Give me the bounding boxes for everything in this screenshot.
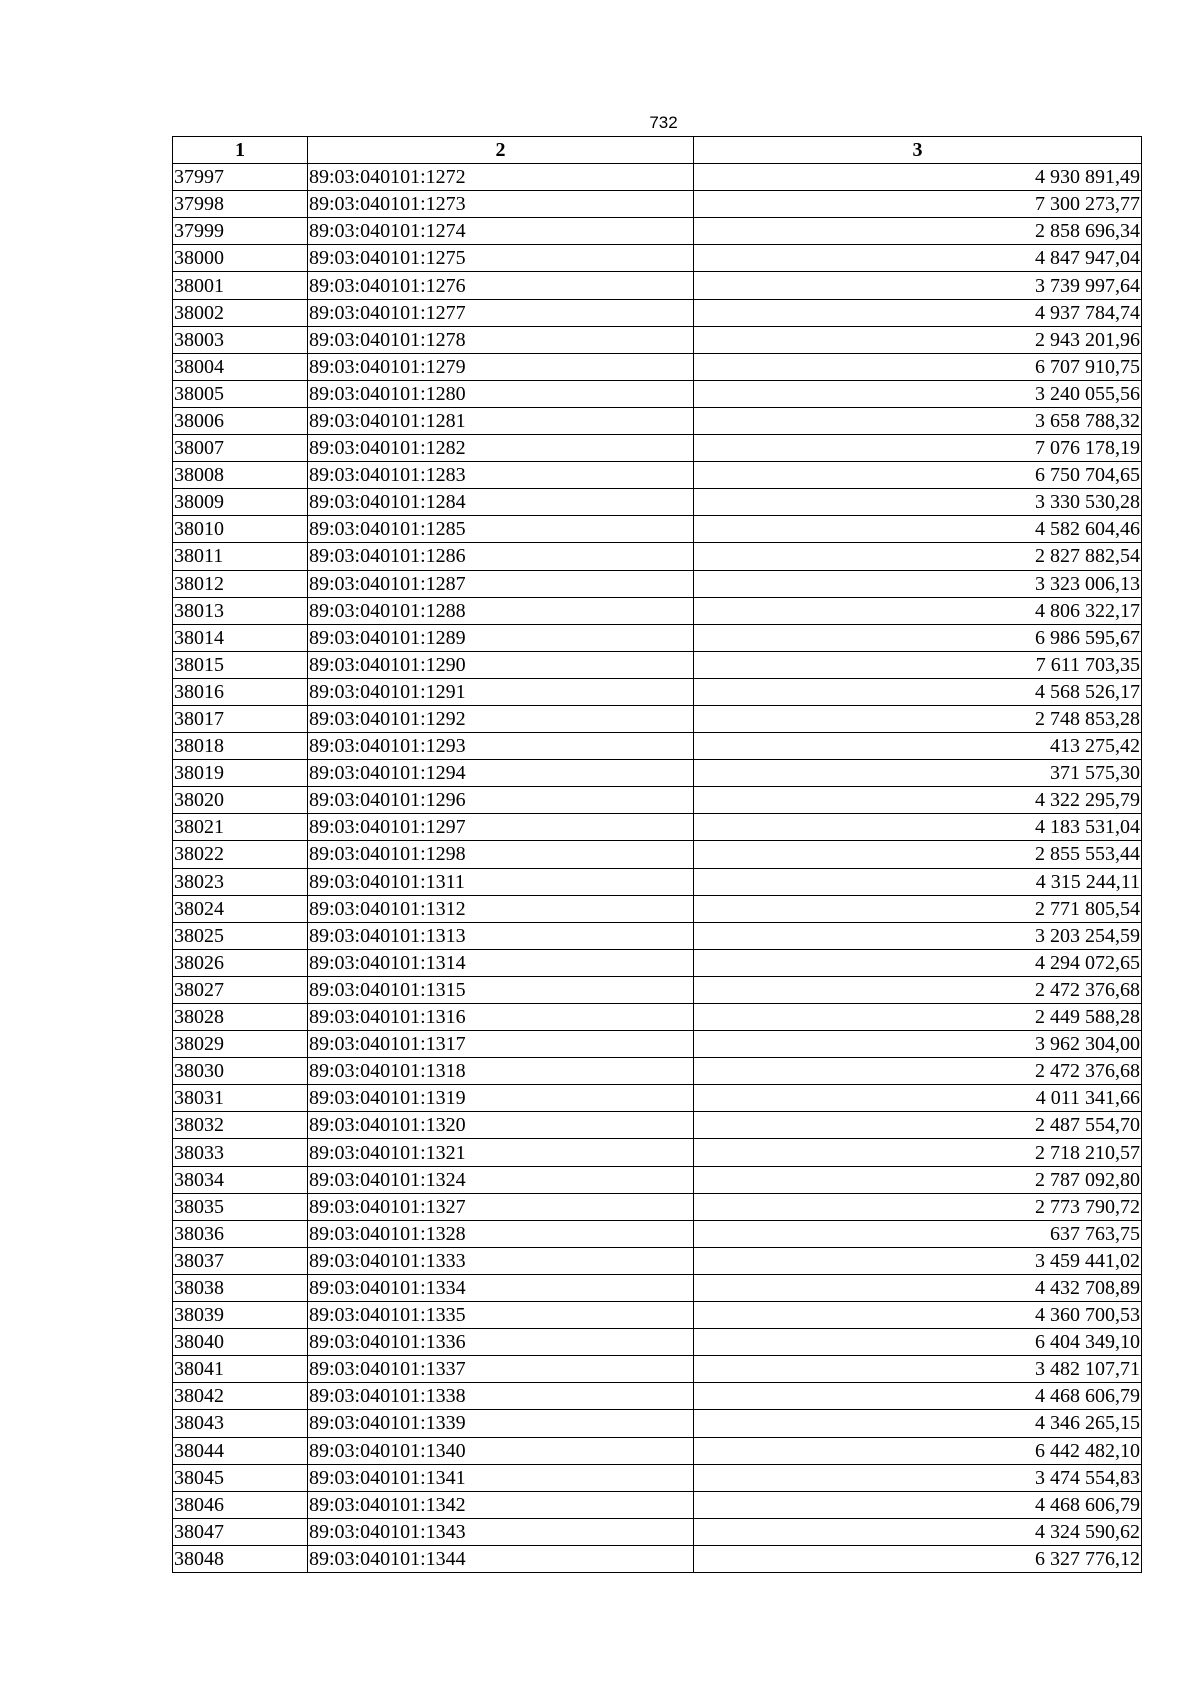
cadastral-value-cell: 4 294 072,65 (694, 949, 1142, 976)
table-row (173, 1518, 1142, 1545)
table-row (173, 814, 1142, 841)
cadastral-number-cell: 89:03:040101:1334 (308, 1274, 694, 1301)
table-row (173, 1004, 1142, 1031)
cadastral-value-cell: 4 315 244,11 (694, 868, 1142, 895)
page-number: 732 (649, 113, 678, 132)
table-row (173, 1464, 1142, 1491)
cadastral-value-cell: 413 275,42 (694, 733, 1142, 760)
row-number-cell: 37998 (173, 191, 308, 218)
cadastral-number-cell: 89:03:040101:1333 (308, 1247, 694, 1274)
table-row (173, 164, 1142, 191)
cadastral-value-cell: 4 806 322,17 (694, 597, 1142, 624)
row-number-cell: 38025 (173, 922, 308, 949)
row-number-cell: 38023 (173, 868, 308, 895)
cadastral-value-cell: 4 324 590,62 (694, 1518, 1142, 1545)
cadastral-number-cell: 89:03:040101:1342 (308, 1491, 694, 1518)
cadastral-value-cell: 3 482 107,71 (694, 1356, 1142, 1383)
cadastral-number-cell: 89:03:040101:1338 (308, 1383, 694, 1410)
table-row (173, 1491, 1142, 1518)
cadastral-number-cell: 89:03:040101:1283 (308, 462, 694, 489)
cadastral-number-cell: 89:03:040101:1341 (308, 1464, 694, 1491)
table-row (173, 1166, 1142, 1193)
table-header-row (173, 137, 1142, 164)
row-number-cell: 38016 (173, 678, 308, 705)
row-number-cell: 38017 (173, 705, 308, 732)
cadastral-number-cell: 89:03:040101:1294 (308, 760, 694, 787)
cadastral-number-cell: 89:03:040101:1291 (308, 678, 694, 705)
cadastral-number-cell: 89:03:040101:1335 (308, 1302, 694, 1329)
cadastral-value-cell: 3 203 254,59 (694, 922, 1142, 949)
row-number-cell: 38001 (173, 272, 308, 299)
cadastral-number-cell: 89:03:040101:1285 (308, 516, 694, 543)
row-number-cell: 38012 (173, 570, 308, 597)
cadastral-number-cell: 89:03:040101:1312 (308, 895, 694, 922)
table-row (173, 1193, 1142, 1220)
row-number-cell: 38002 (173, 299, 308, 326)
table-row (173, 245, 1142, 272)
cadastral-value-cell: 4 346 265,15 (694, 1410, 1142, 1437)
cadastral-value-cell: 4 468 606,79 (694, 1491, 1142, 1518)
row-number-cell: 38020 (173, 787, 308, 814)
row-number-cell: 38003 (173, 326, 308, 353)
row-number-cell: 38031 (173, 1085, 308, 1112)
cadastral-value-table (172, 136, 1142, 1573)
cadastral-value-cell: 3 658 788,32 (694, 407, 1142, 434)
row-number-cell: 38022 (173, 841, 308, 868)
cadastral-number-cell: 89:03:040101:1276 (308, 272, 694, 299)
table-body (173, 164, 1142, 1573)
cadastral-value-cell: 2 472 376,68 (694, 1058, 1142, 1085)
cadastral-value-cell: 4 322 295,79 (694, 787, 1142, 814)
cadastral-value-cell: 2 858 696,34 (694, 218, 1142, 245)
cadastral-number-cell: 89:03:040101:1286 (308, 543, 694, 570)
cadastral-value-cell: 2 449 588,28 (694, 1004, 1142, 1031)
table-row (173, 976, 1142, 1003)
cadastral-value-cell: 4 847 947,04 (694, 245, 1142, 272)
cadastral-number-cell: 89:03:040101:1289 (308, 624, 694, 651)
row-number-cell: 38040 (173, 1329, 308, 1356)
cadastral-number-cell: 89:03:040101:1275 (308, 245, 694, 272)
cadastral-number-cell: 89:03:040101:1288 (308, 597, 694, 624)
cadastral-number-cell: 89:03:040101:1274 (308, 218, 694, 245)
cadastral-number-cell: 89:03:040101:1327 (308, 1193, 694, 1220)
cadastral-number-cell: 89:03:040101:1336 (308, 1329, 694, 1356)
cadastral-value-cell: 4 183 531,04 (694, 814, 1142, 841)
table-row (173, 1058, 1142, 1085)
row-number-cell: 38015 (173, 651, 308, 678)
cadastral-number-cell: 89:03:040101:1317 (308, 1031, 694, 1058)
cadastral-number-cell: 89:03:040101:1296 (308, 787, 694, 814)
table-row (173, 1112, 1142, 1139)
cadastral-number-cell: 89:03:040101:1281 (308, 407, 694, 434)
table-row (173, 1302, 1142, 1329)
cadastral-number-cell: 89:03:040101:1277 (308, 299, 694, 326)
row-number-cell: 38041 (173, 1356, 308, 1383)
cadastral-number-cell: 89:03:040101:1337 (308, 1356, 694, 1383)
row-number-cell: 38036 (173, 1220, 308, 1247)
cadastral-value-cell: 6 750 704,65 (694, 462, 1142, 489)
cadastral-number-cell: 89:03:040101:1313 (308, 922, 694, 949)
table-row (173, 868, 1142, 895)
table-row (173, 1437, 1142, 1464)
table-row (173, 326, 1142, 353)
table-row (173, 489, 1142, 516)
table-row (173, 1031, 1142, 1058)
cadastral-number-cell: 89:03:040101:1339 (308, 1410, 694, 1437)
cadastral-value-cell: 7 076 178,19 (694, 435, 1142, 462)
cadastral-number-cell: 89:03:040101:1324 (308, 1166, 694, 1193)
table-row (173, 760, 1142, 787)
table-row (173, 1329, 1142, 1356)
row-number-cell: 38047 (173, 1518, 308, 1545)
table-row (173, 462, 1142, 489)
cadastral-value-cell: 3 474 554,83 (694, 1464, 1142, 1491)
column-header-1: 1 (173, 137, 308, 164)
cadastral-value-cell: 2 771 805,54 (694, 895, 1142, 922)
cadastral-value-cell: 2 787 092,80 (694, 1166, 1142, 1193)
table-row (173, 705, 1142, 732)
cadastral-value-cell: 2 827 882,54 (694, 543, 1142, 570)
row-number-cell: 38030 (173, 1058, 308, 1085)
cadastral-number-cell: 89:03:040101:1315 (308, 976, 694, 1003)
table-row (173, 1139, 1142, 1166)
cadastral-number-cell: 89:03:040101:1340 (308, 1437, 694, 1464)
cadastral-value-cell: 7 300 273,77 (694, 191, 1142, 218)
table-row (173, 191, 1142, 218)
cadastral-value-cell: 637 763,75 (694, 1220, 1142, 1247)
cadastral-value-cell: 4 360 700,53 (694, 1302, 1142, 1329)
row-number-cell: 38045 (173, 1464, 308, 1491)
cadastral-value-cell: 4 468 606,79 (694, 1383, 1142, 1410)
row-number-cell: 38026 (173, 949, 308, 976)
row-number-cell: 38004 (173, 353, 308, 380)
row-number-cell: 38048 (173, 1545, 308, 1572)
table-row (173, 299, 1142, 326)
row-number-cell: 38024 (173, 895, 308, 922)
cadastral-number-cell: 89:03:040101:1297 (308, 814, 694, 841)
row-number-cell: 38013 (173, 597, 308, 624)
column-header-3: 3 (694, 137, 1142, 164)
cadastral-value-cell: 3 330 530,28 (694, 489, 1142, 516)
table-row (173, 624, 1142, 651)
table-row (173, 1247, 1142, 1274)
cadastral-value-cell: 6 707 910,75 (694, 353, 1142, 380)
table-row (173, 272, 1142, 299)
row-number-cell: 38011 (173, 543, 308, 570)
cadastral-value-cell: 6 404 349,10 (694, 1329, 1142, 1356)
cadastral-value-cell: 371 575,30 (694, 760, 1142, 787)
cadastral-value-cell: 2 487 554,70 (694, 1112, 1142, 1139)
table-row (173, 435, 1142, 462)
table-row (173, 1274, 1142, 1301)
row-number-cell: 38000 (173, 245, 308, 272)
cadastral-number-cell: 89:03:040101:1298 (308, 841, 694, 868)
table-row (173, 516, 1142, 543)
cadastral-value-cell: 2 472 376,68 (694, 976, 1142, 1003)
table-row (173, 1220, 1142, 1247)
table-row (173, 787, 1142, 814)
row-number-cell: 38021 (173, 814, 308, 841)
cadastral-value-cell: 2 773 790,72 (694, 1193, 1142, 1220)
row-number-cell: 38039 (173, 1302, 308, 1329)
row-number-cell: 38043 (173, 1410, 308, 1437)
cadastral-value-cell: 2 748 853,28 (694, 705, 1142, 732)
cadastral-value-cell: 3 240 055,56 (694, 380, 1142, 407)
cadastral-number-cell: 89:03:040101:1293 (308, 733, 694, 760)
table-row (173, 922, 1142, 949)
table-row (173, 1085, 1142, 1112)
cadastral-number-cell: 89:03:040101:1343 (308, 1518, 694, 1545)
table-row (173, 651, 1142, 678)
cadastral-value-cell: 4 568 526,17 (694, 678, 1142, 705)
row-number-cell: 38046 (173, 1491, 308, 1518)
table-row (173, 380, 1142, 407)
table-row (173, 678, 1142, 705)
cadastral-value-cell: 2 718 210,57 (694, 1139, 1142, 1166)
cadastral-number-cell: 89:03:040101:1272 (308, 164, 694, 191)
row-number-cell: 38035 (173, 1193, 308, 1220)
cadastral-value-cell: 6 986 595,67 (694, 624, 1142, 651)
cadastral-value-cell: 3 739 997,64 (694, 272, 1142, 299)
cadastral-number-cell: 89:03:040101:1319 (308, 1085, 694, 1112)
table-row (173, 1410, 1142, 1437)
cadastral-value-cell: 3 962 304,00 (694, 1031, 1142, 1058)
row-number-cell: 37997 (173, 164, 308, 191)
cadastral-number-cell: 89:03:040101:1273 (308, 191, 694, 218)
row-number-cell: 38006 (173, 407, 308, 434)
cadastral-value-cell: 7 611 703,35 (694, 651, 1142, 678)
table-row (173, 597, 1142, 624)
cadastral-value-cell: 6 442 482,10 (694, 1437, 1142, 1464)
row-number-cell: 38005 (173, 380, 308, 407)
row-number-cell: 38029 (173, 1031, 308, 1058)
row-number-cell: 38008 (173, 462, 308, 489)
cadastral-number-cell: 89:03:040101:1311 (308, 868, 694, 895)
table-row (173, 407, 1142, 434)
cadastral-value-cell: 6 327 776,12 (694, 1545, 1142, 1572)
row-number-cell: 38033 (173, 1139, 308, 1166)
row-number-cell: 38044 (173, 1437, 308, 1464)
cadastral-number-cell: 89:03:040101:1320 (308, 1112, 694, 1139)
table-row (173, 949, 1142, 976)
cadastral-number-cell: 89:03:040101:1280 (308, 380, 694, 407)
cadastral-number-cell: 89:03:040101:1328 (308, 1220, 694, 1247)
row-number-cell: 38010 (173, 516, 308, 543)
table-row (173, 841, 1142, 868)
cadastral-number-cell: 89:03:040101:1316 (308, 1004, 694, 1031)
row-number-cell: 38009 (173, 489, 308, 516)
table-row (173, 1545, 1142, 1572)
table-row (173, 1383, 1142, 1410)
row-number-cell: 38042 (173, 1383, 308, 1410)
table-row (173, 895, 1142, 922)
row-number-cell: 38037 (173, 1247, 308, 1274)
cadastral-value-cell: 2 855 553,44 (694, 841, 1142, 868)
cadastral-number-cell: 89:03:040101:1287 (308, 570, 694, 597)
cadastral-number-cell: 89:03:040101:1314 (308, 949, 694, 976)
table-row (173, 543, 1142, 570)
cadastral-value-cell: 4 582 604,46 (694, 516, 1142, 543)
cadastral-value-cell: 4 937 784,74 (694, 299, 1142, 326)
cadastral-value-cell: 3 459 441,02 (694, 1247, 1142, 1274)
row-number-cell: 38018 (173, 733, 308, 760)
cadastral-number-cell: 89:03:040101:1284 (308, 489, 694, 516)
row-number-cell: 38028 (173, 1004, 308, 1031)
table-row (173, 570, 1142, 597)
cadastral-number-cell: 89:03:040101:1292 (308, 705, 694, 732)
row-number-cell: 38032 (173, 1112, 308, 1139)
table-row (173, 353, 1142, 380)
row-number-cell: 38027 (173, 976, 308, 1003)
row-number-cell: 38007 (173, 435, 308, 462)
cadastral-number-cell: 89:03:040101:1282 (308, 435, 694, 462)
cadastral-value-cell: 2 943 201,96 (694, 326, 1142, 353)
row-number-cell: 37999 (173, 218, 308, 245)
cadastral-value-cell: 4 011 341,66 (694, 1085, 1142, 1112)
cadastral-value-cell: 3 323 006,13 (694, 570, 1142, 597)
cadastral-number-cell: 89:03:040101:1344 (308, 1545, 694, 1572)
row-number-cell: 38014 (173, 624, 308, 651)
cadastral-number-cell: 89:03:040101:1279 (308, 353, 694, 380)
cadastral-number-cell: 89:03:040101:1290 (308, 651, 694, 678)
cadastral-number-cell: 89:03:040101:1318 (308, 1058, 694, 1085)
column-header-2: 2 (308, 137, 694, 164)
row-number-cell: 38019 (173, 760, 308, 787)
table-row (173, 218, 1142, 245)
table-row (173, 1356, 1142, 1383)
row-number-cell: 38034 (173, 1166, 308, 1193)
cadastral-number-cell: 89:03:040101:1278 (308, 326, 694, 353)
cadastral-number-cell: 89:03:040101:1321 (308, 1139, 694, 1166)
table-row (173, 733, 1142, 760)
row-number-cell: 38038 (173, 1274, 308, 1301)
cadastral-value-cell: 4 432 708,89 (694, 1274, 1142, 1301)
cadastral-value-cell: 4 930 891,49 (694, 164, 1142, 191)
